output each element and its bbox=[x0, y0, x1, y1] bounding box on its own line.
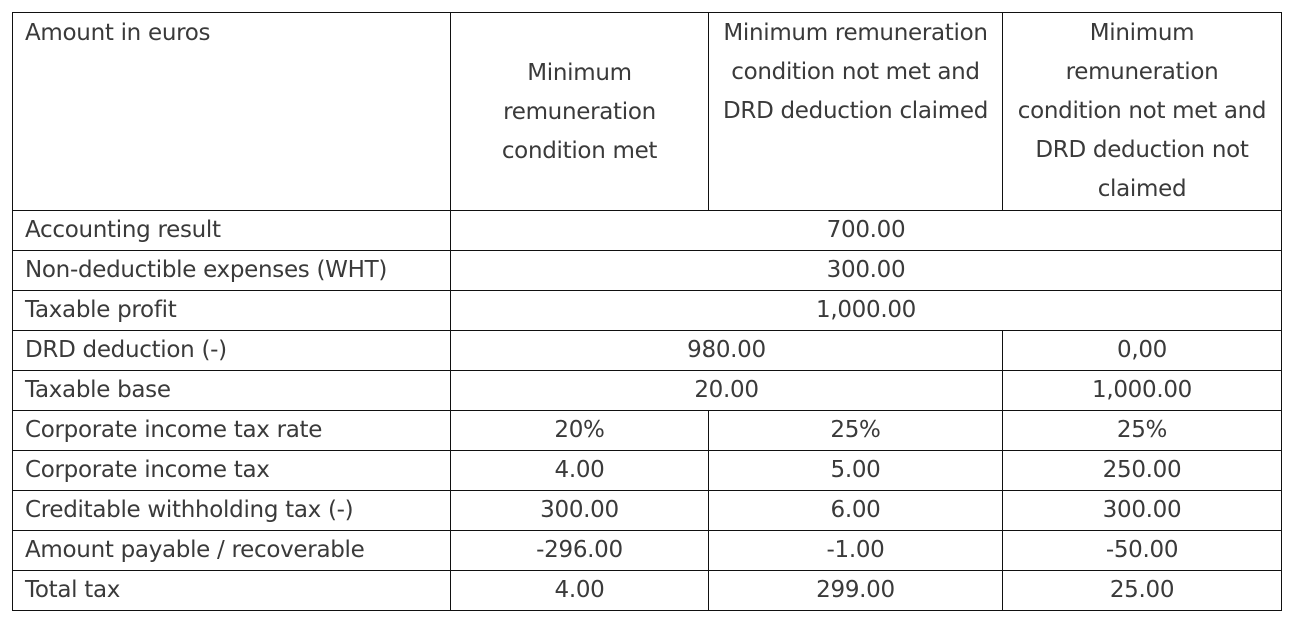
table-row bbox=[13, 371, 1282, 411]
table-row bbox=[13, 491, 1282, 531]
cell-value: 6.00 bbox=[709, 491, 1003, 531]
cell-value: 5.00 bbox=[709, 451, 1003, 491]
row-label: Creditable withholding tax (-) bbox=[13, 491, 451, 531]
cell-value: 300.00 bbox=[451, 491, 709, 531]
table-row bbox=[13, 451, 1282, 491]
table-row bbox=[13, 331, 1282, 371]
row-label: Taxable base bbox=[13, 371, 451, 411]
header-not-met-drd-claimed: Minimum remuneration condition not met and DRD deduction claimed bbox=[709, 13, 1003, 211]
header-row bbox=[13, 13, 1282, 211]
cell-value: 4.00 bbox=[451, 571, 709, 611]
row-label: Corporate income tax rate bbox=[13, 411, 451, 451]
cell-value: 4.00 bbox=[451, 451, 709, 491]
table-row bbox=[13, 531, 1282, 571]
header-corner: Amount in euros bbox=[13, 13, 451, 211]
table-row bbox=[13, 291, 1282, 331]
cell-value: 1,000.00 bbox=[451, 291, 1282, 331]
row-label: Non-deductible expenses (WHT) bbox=[13, 251, 451, 291]
cell-value: 20.00 bbox=[451, 371, 1003, 411]
row-label: Amount payable / recoverable bbox=[13, 531, 451, 571]
header-condition-met: Minimum remuneration condition met bbox=[451, 13, 709, 211]
header-not-met-drd-not-claimed: Minimum remuneration condition not met and DRD deduction not claimed bbox=[1003, 13, 1282, 211]
cell-value: 25% bbox=[709, 411, 1003, 451]
cell-value: 250.00 bbox=[1003, 451, 1282, 491]
row-label: Taxable profit bbox=[13, 291, 451, 331]
cell-value: -296.00 bbox=[451, 531, 709, 571]
row-label: Accounting result bbox=[13, 211, 451, 251]
cell-value: 25% bbox=[1003, 411, 1282, 451]
cell-value: 25.00 bbox=[1003, 571, 1282, 611]
cell-value: 0,00 bbox=[1003, 331, 1282, 371]
cell-value: 20% bbox=[451, 411, 709, 451]
row-label: Corporate income tax bbox=[13, 451, 451, 491]
cell-value: -1.00 bbox=[709, 531, 1003, 571]
table-row bbox=[13, 251, 1282, 291]
cell-value: 700.00 bbox=[451, 211, 1282, 251]
cell-value: -50.00 bbox=[1003, 531, 1282, 571]
table-row bbox=[13, 411, 1282, 451]
table-row bbox=[13, 211, 1282, 251]
cell-value: 980.00 bbox=[451, 331, 1003, 371]
table-row bbox=[13, 571, 1282, 611]
cell-value: 1,000.00 bbox=[1003, 371, 1282, 411]
row-label: Total tax bbox=[13, 571, 451, 611]
cell-value: 299.00 bbox=[709, 571, 1003, 611]
tax-comparison-table bbox=[12, 12, 1282, 611]
row-label: DRD deduction (-) bbox=[13, 331, 451, 371]
cell-value: 300.00 bbox=[1003, 491, 1282, 531]
cell-value: 300.00 bbox=[451, 251, 1282, 291]
